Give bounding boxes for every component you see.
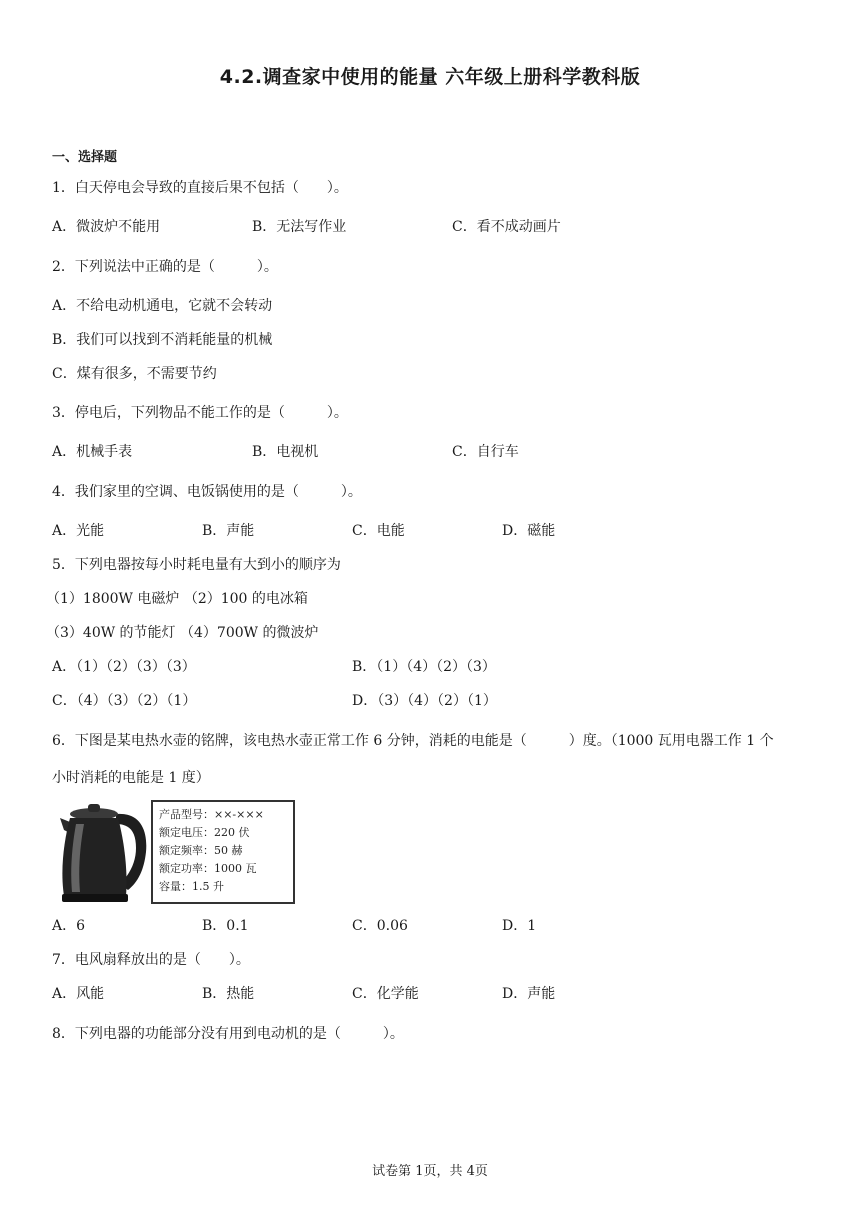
electric-kettle-image bbox=[58, 800, 154, 904]
question-2-option-b: B．我们可以找到不消耗能量的机械 bbox=[52, 332, 273, 348]
question-6-option-c: C．0.06 bbox=[352, 918, 408, 934]
question-5-item-2: （3）40W 的节能灯 （4）700W 的微波炉 bbox=[46, 625, 319, 641]
question-6-stem: 6．下图是某电热水壶的铭牌，该电热水壶正常工作 6 分钟，消耗的电能是（ ）度。（1000 瓦用电器工作 1 个 bbox=[52, 733, 774, 749]
page-footer: 试卷第 1页，共 4页 bbox=[372, 1164, 488, 1179]
question-4-stem: 4．我们家里的空调、电饭锅使用的是（ ）。 bbox=[52, 484, 362, 500]
question-5-item-1: （1）1800W 电磁炉 （2）100 的电冰箱 bbox=[46, 591, 308, 607]
question-2-option-a: A．不给电动机通电，它就不会转动 bbox=[52, 298, 273, 314]
question-4-option-d: D．磁能 bbox=[502, 523, 556, 539]
question-3-option-c: C．自行车 bbox=[452, 444, 519, 460]
question-6-option-b: B．0.1 bbox=[202, 918, 249, 934]
question-1-option-b: B．无法写作业 bbox=[252, 219, 347, 235]
question-5-option-b: B．（1）（4）（2）（3） bbox=[352, 659, 496, 675]
question-7-stem: 7．电风扇释放出的是（ ）。 bbox=[52, 952, 250, 968]
question-8-stem: 8．下列电器的功能部分没有用到电动机的是（ ）。 bbox=[52, 1026, 404, 1042]
nameplate-frequency: 额定频率：50 赫 bbox=[159, 844, 243, 857]
question-2-stem: 2．下列说法中正确的是（ ）。 bbox=[52, 259, 278, 275]
question-1-option-c: C．看不成动画片 bbox=[452, 219, 561, 235]
page-title: 4.2.调查家中使用的能量 六年级上册科学教科版 bbox=[219, 66, 641, 88]
question-6-option-d: D．1 bbox=[502, 918, 537, 934]
question-7-option-c: C．化学能 bbox=[352, 986, 419, 1002]
question-7-option-b: B．热能 bbox=[202, 986, 255, 1002]
question-5-option-a: A．（1）（2）（3）（3） bbox=[52, 659, 196, 675]
section-heading: 一、选择题 bbox=[52, 150, 118, 165]
question-1-stem: 1．白天停电会导致的直接后果不包括（ ）。 bbox=[52, 180, 348, 196]
nameplate-power: 额定功率：1000 瓦 bbox=[159, 862, 257, 875]
nameplate-capacity: 容量：1.5 升 bbox=[159, 880, 224, 893]
kettle-figure bbox=[58, 800, 298, 910]
nameplate-model: 产品型号：××-××× bbox=[159, 808, 264, 821]
question-4-option-c: C．电能 bbox=[352, 523, 405, 539]
question-4-option-b: B．声能 bbox=[202, 523, 255, 539]
question-1-option-a: A．微波炉不能用 bbox=[52, 219, 161, 235]
question-6-stem-continued: 小时消耗的电能是 1 度） bbox=[52, 770, 210, 786]
question-5-option-d: D．（3）（4）（2）（1） bbox=[352, 693, 497, 709]
question-5-stem: 5．下列电器按每小时耗电量有大到小的顺序为 bbox=[52, 557, 341, 573]
question-2-option-c: C．煤有很多，不需要节约 bbox=[52, 366, 217, 382]
nameplate-voltage: 额定电压：220 伏 bbox=[159, 826, 250, 839]
question-4-option-a: A．光能 bbox=[52, 523, 105, 539]
question-6-option-a: A．6 bbox=[52, 918, 86, 934]
question-3-option-a: A．机械手表 bbox=[52, 444, 133, 460]
question-5-option-c: C．（4）（3）（2）（1） bbox=[52, 693, 197, 709]
question-3-option-b: B．电视机 bbox=[252, 444, 319, 460]
question-7-option-a: A．风能 bbox=[52, 986, 105, 1002]
kettle-nameplate bbox=[151, 800, 295, 904]
question-7-option-d: D．声能 bbox=[502, 986, 556, 1002]
question-3-stem: 3．停电后，下列物品不能工作的是（ ）。 bbox=[52, 405, 348, 421]
